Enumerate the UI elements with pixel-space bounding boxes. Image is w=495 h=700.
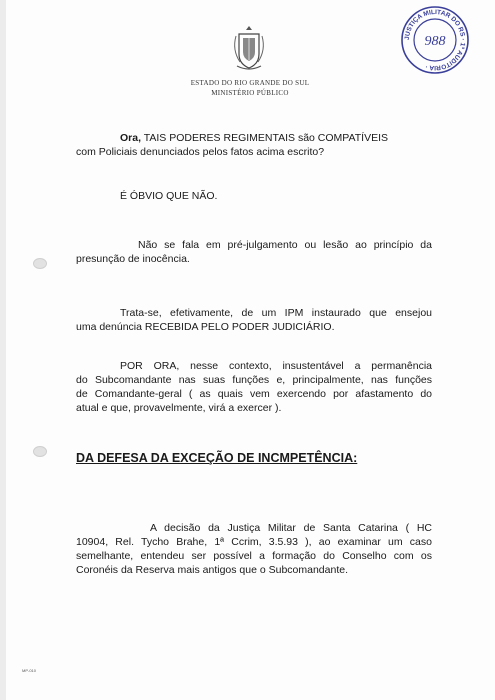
punch-hole	[33, 258, 47, 269]
paragraph-1	[76, 131, 432, 159]
paragraph-5-line-1: POR ORA, nesse contexto, insustentável a permanência	[120, 360, 432, 372]
paragraph-3-line-1: Não se fala em pré-julgamento ou lesão ao princípio da	[138, 239, 432, 251]
paragraph-1-line-2: com Policiais denunciados pelos fatos acima escrito?	[76, 146, 325, 158]
paragraph-4	[76, 306, 432, 334]
paragraph-3	[76, 238, 432, 266]
paragraph-5-line-3: de Comandante-geral ( as quais vem exercendo por afastamento do	[76, 388, 432, 400]
header-institution: MINISTÉRIO PÚBLICO	[211, 89, 289, 97]
paragraph-6-line-4: Coronéis da Reserva mais antigos que o Subcomandante.	[76, 564, 348, 576]
paragraph-3-line-2: presunção de inocência.	[76, 253, 190, 265]
coat-of-arms-icon	[230, 24, 268, 74]
court-stamp	[399, 4, 471, 76]
header-state-name: ESTADO DO RIO GRANDE DO SUL	[190, 79, 310, 87]
paragraph-1-line-1	[76, 131, 432, 145]
punch-hole	[33, 446, 47, 457]
paragraph-6	[76, 521, 432, 577]
paragraph-6-line-2: 10904, Rel. Tycho Brahe, 1ª Ccrim, 3.5.93 ), ao examinar um caso	[76, 536, 432, 548]
paragraph-6-line-3: semelhante, entendeu ser possível a formação do Conselho com os	[76, 550, 432, 562]
paragraph-4-line-1: Trata-se, efetivamente, de um IPM instaurado que ensejou	[120, 307, 432, 319]
paragraph-5-line-4: atual e que, provavelmente, virá a exercer ).	[76, 402, 282, 414]
paragraph-6-line-1: A decisão da Justiça Militar de Santa Catarina ( HC	[150, 522, 432, 534]
paragraph-4-line-2: uma denúncia RECEBIDA PELO PODER JUDICIÁRIO.	[76, 321, 335, 333]
paragraph-1-lead: Ora,	[120, 132, 142, 144]
stamp-ring-text: JUSTIÇA MILITAR DO RS · 1ª AUDITORIA ·	[403, 8, 467, 72]
paragraph-2: É ÓBVIO QUE NÃO.	[120, 190, 218, 202]
footer-form-code: MP-010	[22, 668, 37, 673]
stamp-page-number: 988	[424, 34, 446, 49]
page-edge-shadow	[0, 0, 6, 700]
paragraph-5	[76, 359, 432, 415]
paragraph-5-line-2: do Subcomandante nas suas funções e, principalmente, nas funções	[76, 374, 432, 386]
section-heading: DA DEFESA DA EXCEÇÃO DE INCMPETÊNCIA:	[76, 451, 358, 465]
paragraph-1-rest: TAIS PODERES REGIMENTAIS são COMPATÍVEIS	[141, 132, 389, 144]
